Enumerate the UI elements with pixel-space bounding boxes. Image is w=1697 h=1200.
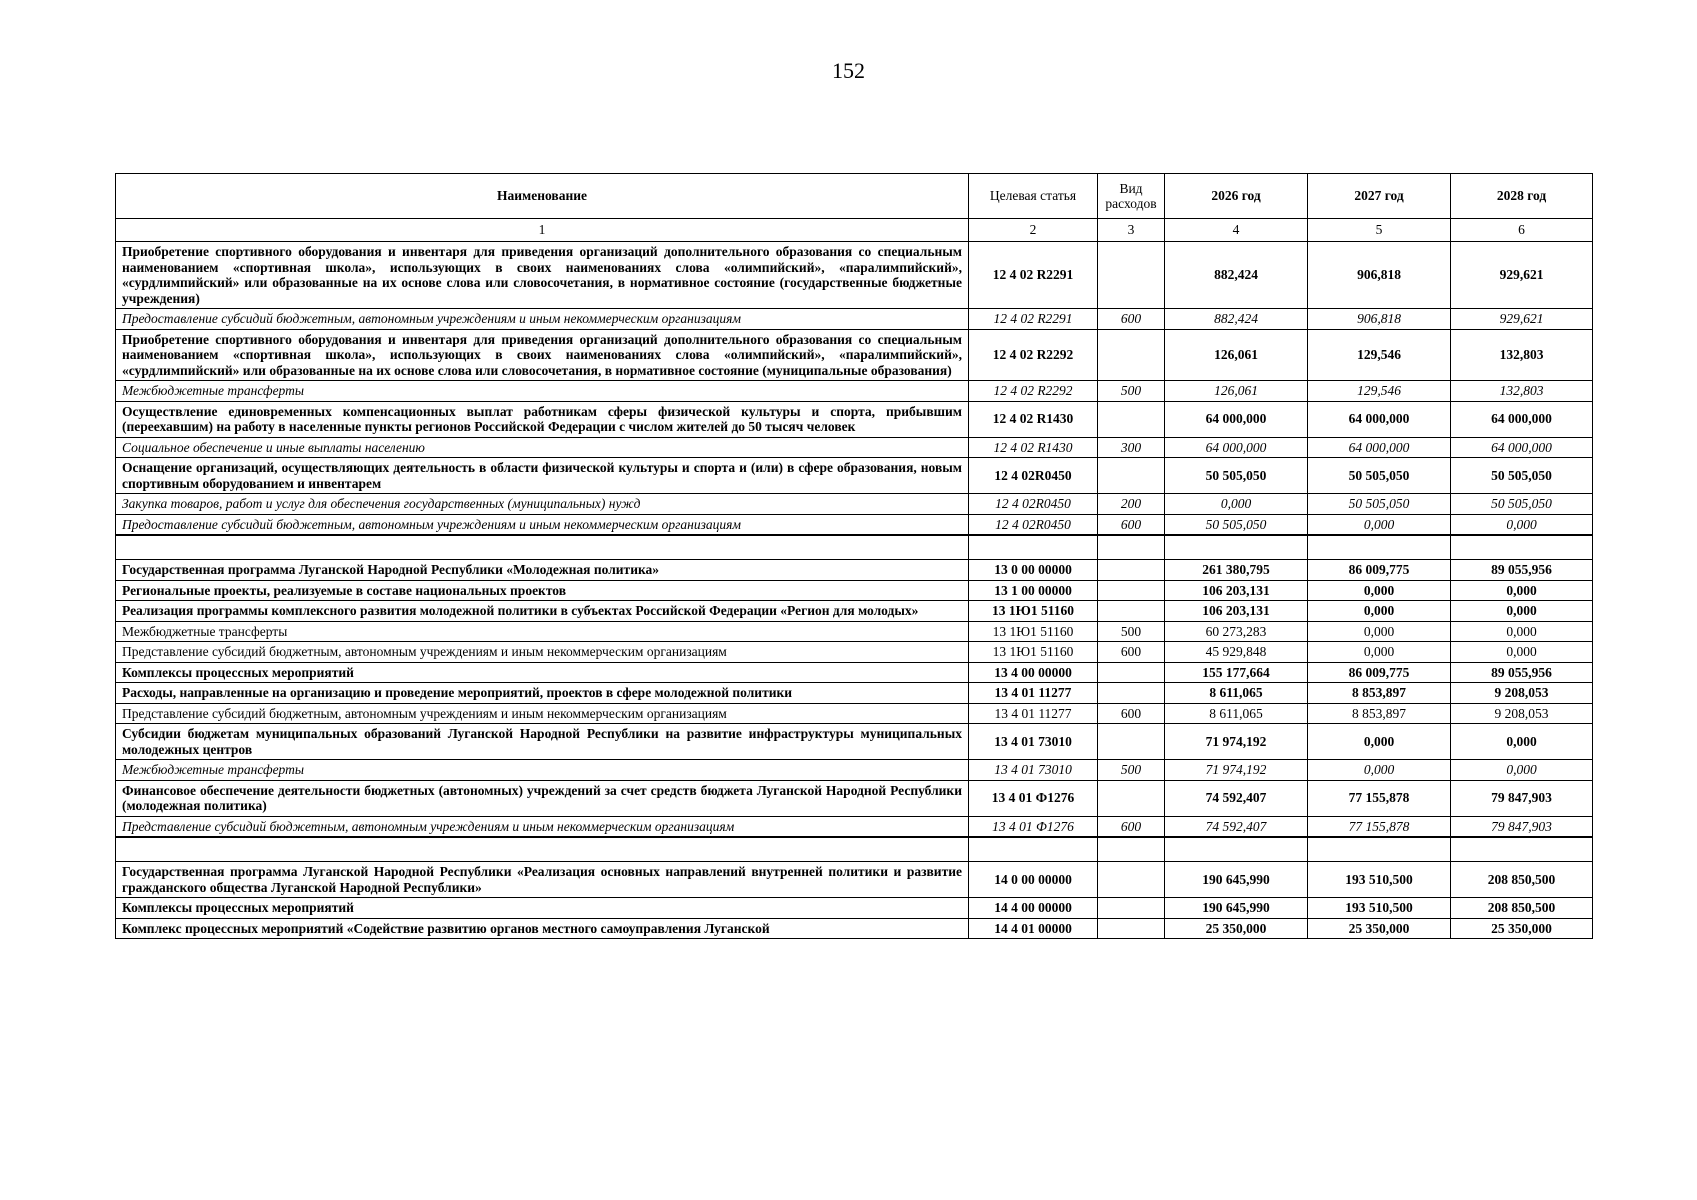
row-name: Комплексы процессных мероприятий [116,898,969,919]
row-value-2026: 261 380,795 [1165,560,1308,581]
row-value-2026: 64 000,000 [1165,437,1308,458]
row-target-article: 13 4 01 73010 [969,724,1098,760]
row-expense-type [1098,898,1165,919]
column-number-row [116,219,1593,242]
table-row [116,703,1593,724]
table-row [116,437,1593,458]
row-target-article: 12 4 02 R2291 [969,242,1098,309]
table-row [116,458,1593,494]
row-value-2027: 50 505,050 [1308,494,1451,515]
header-year-2026: 2026 год [1165,174,1308,219]
row-value-2026: 50 505,050 [1165,458,1308,494]
row-value-2028 [1451,837,1593,862]
row-value-2026: 0,000 [1165,494,1308,515]
row-value-2026: 25 350,000 [1165,918,1308,939]
row-name: Представление субсидий бюджетным, автономным учреждениям и иным некоммерческим организациям [116,816,969,837]
row-value-2027: 0,000 [1308,642,1451,663]
row-value-2028: 89 055,956 [1451,662,1593,683]
row-value-2027 [1308,837,1451,862]
row-value-2026: 155 177,664 [1165,662,1308,683]
row-value-2027: 0,000 [1308,621,1451,642]
header-year-2028: 2028 год [1451,174,1593,219]
row-value-2026: 126,061 [1165,381,1308,402]
row-target-article: 12 4 02 R1430 [969,401,1098,437]
row-expense-type [1098,662,1165,683]
row-target-article: 13 1 00 00000 [969,580,1098,601]
row-value-2026: 106 203,131 [1165,601,1308,622]
column-number: 1 [116,219,969,242]
row-value-2027: 86 009,775 [1308,662,1451,683]
row-value-2028: 929,621 [1451,242,1593,309]
row-value-2027: 193 510,500 [1308,898,1451,919]
row-value-2026: 106 203,131 [1165,580,1308,601]
row-expense-type [1098,329,1165,381]
row-value-2027: 86 009,775 [1308,560,1451,581]
row-value-2027: 64 000,000 [1308,437,1451,458]
header-row [116,174,1593,219]
table-row [116,329,1593,381]
row-name [116,837,969,862]
row-value-2026 [1165,535,1308,560]
row-expense-type [1098,401,1165,437]
row-target-article: 13 4 01 11277 [969,683,1098,704]
table-row [116,601,1593,622]
table-row [116,898,1593,919]
row-name: Осуществление единовременных компенсационных выплат работникам сферы физической культуры и спорта, прибывшим (переехавшим) на работу в населенные пункты регионов Российской Федерации с числом жителей до 50 тысяч человек [116,401,969,437]
row-name: Закупка товаров, работ и услуг для обеспечения государственных (муниципальных) нужд [116,494,969,515]
table-body [116,242,1593,939]
row-value-2027: 0,000 [1308,601,1451,622]
column-number: 4 [1165,219,1308,242]
row-name: Комплексы процессных мероприятий [116,662,969,683]
row-name: Предоставление субсидий бюджетным, автономным учреждениям и иным некоммерческим организациям [116,514,969,535]
row-value-2026: 8 611,065 [1165,683,1308,704]
row-expense-type [1098,580,1165,601]
row-value-2028: 132,803 [1451,381,1593,402]
row-expense-type: 500 [1098,760,1165,781]
row-name: Приобретение спортивного оборудования и инвентаря для приведения организаций дополнительного образования со специальным наименованием «спортивная школа», использующих в своих наименованиях слова «олимпийский», «паралимпийский», «сурдлимпийский» или образованные на их основе слова или словосочетания, в нормативное состояние (государственные бюджетные учреждения) [116,242,969,309]
row-value-2026: 45 929,848 [1165,642,1308,663]
row-target-article: 12 4 02 R2292 [969,381,1098,402]
row-name: Государственная программа Луганской Народной Республики «Молодежная политика» [116,560,969,581]
row-target-article: 13 4 01 11277 [969,703,1098,724]
table-row [116,662,1593,683]
row-name: Межбюджетные трансферты [116,760,969,781]
row-target-article: 13 1Ю1 51160 [969,621,1098,642]
row-value-2028: 0,000 [1451,514,1593,535]
row-expense-type [1098,724,1165,760]
row-expense-type: 200 [1098,494,1165,515]
table-row [116,309,1593,330]
table-row [116,862,1593,898]
row-expense-type [1098,458,1165,494]
row-value-2027: 77 155,878 [1308,780,1451,816]
row-target-article: 13 4 01 Ф1276 [969,780,1098,816]
row-expense-type: 600 [1098,816,1165,837]
row-expense-type: 500 [1098,381,1165,402]
row-value-2026: 50 505,050 [1165,514,1308,535]
row-value-2027: 25 350,000 [1308,918,1451,939]
row-name: Социальное обеспечение и иные выплаты населению [116,437,969,458]
row-value-2027: 129,546 [1308,381,1451,402]
row-value-2028: 0,000 [1451,621,1593,642]
row-value-2028: 929,621 [1451,309,1593,330]
row-value-2027: 0,000 [1308,514,1451,535]
table-row [116,514,1593,535]
row-target-article: 13 1Ю1 51160 [969,642,1098,663]
row-value-2028: 0,000 [1451,760,1593,781]
row-target-article [969,535,1098,560]
row-value-2026: 74 592,407 [1165,780,1308,816]
row-name: Межбюджетные трансферты [116,621,969,642]
row-name: Реализация программы комплексного развития молодежной политики в субъектах Российской Федерации «Регион для молодых» [116,601,969,622]
row-target-article: 13 4 00 00000 [969,662,1098,683]
row-name: Государственная программа Луганской Народной Республики «Реализация основных направлений внутренней политики и развитие гражданского общества Луганской Народной Республики» [116,862,969,898]
row-expense-type: 600 [1098,642,1165,663]
row-value-2027: 0,000 [1308,760,1451,781]
row-value-2028: 64 000,000 [1451,401,1593,437]
row-value-2027: 193 510,500 [1308,862,1451,898]
table-row [116,918,1593,939]
row-value-2027: 906,818 [1308,242,1451,309]
row-value-2028: 208 850,500 [1451,862,1593,898]
row-value-2027: 8 853,897 [1308,703,1451,724]
row-value-2027: 0,000 [1308,580,1451,601]
row-target-article: 12 4 02R0450 [969,514,1098,535]
row-value-2028: 0,000 [1451,724,1593,760]
row-name: Расходы, направленные на организацию и проведение мероприятий, проектов в сфере молодежной политики [116,683,969,704]
empty-row [116,535,1593,560]
row-expense-type: 600 [1098,703,1165,724]
row-target-article: 13 4 01 73010 [969,760,1098,781]
row-expense-type [1098,780,1165,816]
row-value-2028: 9 208,053 [1451,683,1593,704]
row-target-article: 12 4 02 R2292 [969,329,1098,381]
row-name: Межбюджетные трансферты [116,381,969,402]
row-value-2028: 50 505,050 [1451,494,1593,515]
row-value-2027: 77 155,878 [1308,816,1451,837]
row-target-article: 12 4 02 R2291 [969,309,1098,330]
row-value-2026: 74 592,407 [1165,816,1308,837]
row-value-2028: 50 505,050 [1451,458,1593,494]
row-name: Приобретение спортивного оборудования и инвентаря для приведения организаций дополнительного образования со специальным наименованием «спортивная школа», использующих в своих наименованиях слова «олимпийский», «паралимпийский», «сурдлимпийский» или образованные на их основе слова или словосочетания, в нормативное состояние (муниципальные образования) [116,329,969,381]
table-row [116,683,1593,704]
row-expense-type [1098,683,1165,704]
column-number: 2 [969,219,1098,242]
row-name: Предоставление субсидий бюджетным, автономным учреждениям и иным некоммерческим организациям [116,309,969,330]
row-expense-type [1098,837,1165,862]
row-expense-type [1098,242,1165,309]
row-value-2026: 8 611,065 [1165,703,1308,724]
row-target-article: 13 0 00 00000 [969,560,1098,581]
row-value-2028 [1451,535,1593,560]
row-value-2027: 0,000 [1308,724,1451,760]
header-year-2027: 2027 год [1308,174,1451,219]
table-row [116,621,1593,642]
row-value-2027: 129,546 [1308,329,1451,381]
table-row [116,724,1593,760]
table-row [116,816,1593,837]
row-name: Комплекс процессных мероприятий «Содействие развитию органов местного самоуправления Луганской [116,918,969,939]
row-value-2026: 60 273,283 [1165,621,1308,642]
row-value-2028: 132,803 [1451,329,1593,381]
row-target-article: 12 4 02R0450 [969,458,1098,494]
row-value-2028: 0,000 [1451,580,1593,601]
row-expense-type [1098,560,1165,581]
row-target-article: 12 4 02 R1430 [969,437,1098,458]
row-target-article: 14 4 00 00000 [969,898,1098,919]
row-value-2028: 0,000 [1451,642,1593,663]
column-number: 5 [1308,219,1451,242]
row-name [116,535,969,560]
row-target-article [969,837,1098,862]
row-value-2026 [1165,837,1308,862]
row-value-2028: 9 208,053 [1451,703,1593,724]
table-row [116,242,1593,309]
row-value-2028: 79 847,903 [1451,816,1593,837]
row-expense-type: 600 [1098,309,1165,330]
row-target-article: 13 4 01 Ф1276 [969,816,1098,837]
row-name: Финансовое обеспечение деятельности бюджетных (автономных) учреждений за счет средств бюджета Луганской Народной Республики (молодежная политика) [116,780,969,816]
header-expense-type: Вид расходов [1098,174,1165,219]
page-number: 152 [832,58,865,83]
row-value-2027: 8 853,897 [1308,683,1451,704]
row-name: Оснащение организаций, осуществляющих деятельность в области физической культуры и спорта и (или) в сфере образования, новым спортивным оборудованием и инвентарем [116,458,969,494]
table-row [116,494,1593,515]
row-value-2026: 71 974,192 [1165,724,1308,760]
row-expense-type [1098,601,1165,622]
header-name: Наименование [116,174,969,219]
header-target-article: Целевая статья [969,174,1098,219]
row-target-article: 12 4 02R0450 [969,494,1098,515]
table-row [116,560,1593,581]
row-value-2026: 64 000,000 [1165,401,1308,437]
row-value-2027: 906,818 [1308,309,1451,330]
row-name: Представление субсидий бюджетным, автономным учреждениям и иным некоммерческим организациям [116,642,969,663]
table-row [116,760,1593,781]
table-row [116,780,1593,816]
table-row [116,381,1593,402]
row-name: Представление субсидий бюджетным, автономным учреждениям и иным некоммерческим организациям [116,703,969,724]
row-target-article: 14 4 01 00000 [969,918,1098,939]
row-expense-type [1098,918,1165,939]
row-expense-type: 600 [1098,514,1165,535]
row-value-2026: 190 645,990 [1165,898,1308,919]
row-value-2026: 190 645,990 [1165,862,1308,898]
row-expense-type: 500 [1098,621,1165,642]
table-row [116,401,1593,437]
table-row [116,580,1593,601]
row-value-2028: 25 350,000 [1451,918,1593,939]
row-value-2027: 64 000,000 [1308,401,1451,437]
budget-table [115,173,1593,939]
row-value-2026: 71 974,192 [1165,760,1308,781]
row-expense-type: 300 [1098,437,1165,458]
row-expense-type [1098,862,1165,898]
row-name: Региональные проекты, реализуемые в составе национальных проектов [116,580,969,601]
row-value-2028: 79 847,903 [1451,780,1593,816]
row-value-2028: 208 850,500 [1451,898,1593,919]
column-number: 3 [1098,219,1165,242]
row-value-2028: 89 055,956 [1451,560,1593,581]
table-row [116,642,1593,663]
row-value-2027 [1308,535,1451,560]
row-value-2026: 126,061 [1165,329,1308,381]
row-value-2026: 882,424 [1165,309,1308,330]
row-value-2028: 0,000 [1451,601,1593,622]
row-value-2027: 50 505,050 [1308,458,1451,494]
row-value-2026: 882,424 [1165,242,1308,309]
empty-row [116,837,1593,862]
row-target-article: 14 0 00 00000 [969,862,1098,898]
row-name: Субсидии бюджетам муниципальных образований Луганской Народной Республики на развитие инфраструктуры муниципальных молодежных центров [116,724,969,760]
row-target-article: 13 1Ю1 51160 [969,601,1098,622]
row-expense-type [1098,535,1165,560]
row-value-2028: 64 000,000 [1451,437,1593,458]
column-number: 6 [1451,219,1593,242]
